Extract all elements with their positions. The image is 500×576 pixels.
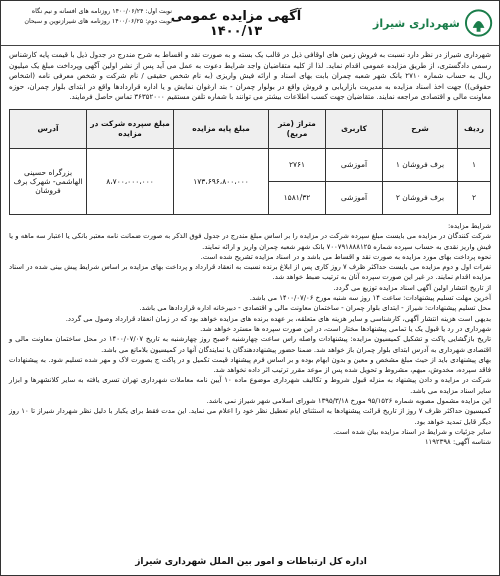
deposit-amount: ۸،۷۰۰،۰۰۰،۰۰۰	[87, 148, 174, 214]
row-number: ۲	[458, 181, 491, 214]
property-address: بزرگراه حسینی الهاشمی- شهرک برف فروشان	[10, 148, 87, 214]
logo-text: شهرداری شیراز	[373, 16, 460, 30]
publish-line-2: نوبت دوم: ۱۴۰۰/۰۶/۲۵ روزنامه های شیرازنوین و سبحان	[24, 18, 172, 25]
row-usage: آموزشی	[326, 148, 383, 181]
publish-line-1: نوبت اول: ۱۴۰۰/۰۶/۲۴ روزنامه های افسانه و نیم نگاه	[31, 8, 172, 15]
condition-item: نحوه پرداخت بهای مورد مزایده به صورت نقد و اقساط می باشد و در اسناد مزایده تشریح شده است.	[200, 252, 491, 261]
condition-item: محل تسلیم پیشنهادات: شیراز - ابتدای بلوار چمران - ساختمان معاونت مالی و اقتصادی - دبیرخانه اداره قراردادها می باشد.	[139, 304, 491, 313]
notice-header	[1, 1, 499, 46]
condition-item: شرکت در مزایده و دادن پیشنهاد به منزله قبول شروط و تکالیف شهرداری موضوع ماده ۱۰ آیین نامه معاملات شهرداری تهران تسری یافته به سایر کلانشهرها و ابزار سایر اسناد مزایده می باشد.	[9, 376, 491, 395]
col-base-price: مبلغ پایه مزایده	[174, 109, 269, 148]
publication-dates	[7, 7, 172, 27]
conditions-heading: شرایط مزایده:	[447, 221, 491, 230]
shiraz-municipality-logo-icon	[464, 8, 493, 38]
base-price: ۱۷۳،۶۹۶،۸۰۰،۰۰۰	[174, 148, 269, 214]
condition-item: بدیهی است هزینه انتشار آگهی، کارشناسی و سایر هزینه های متعلقه، بر عهده برنده های مزایده خواهد بود که در زمان انعقاد قرارداد وصول می گردد.	[65, 314, 491, 323]
municipality-logo	[373, 5, 493, 41]
condition-item: شهرداری در رد یا قبول یک یا تمامی پیشنهادها مختار است، در این صورت سپرده ها مسترد خواهد شد.	[200, 324, 491, 333]
condition-item: آخرین مهلت تسلیم پیشنهادات: ساعت ۱۴ روز سه شنبه مورخ ۱۴۰۰/۰۷/۰۶ می باشد.	[249, 294, 491, 303]
col-area: متراژ (متر مربع)	[269, 109, 326, 148]
condition-item: نفرات اول و دوم مزایده می بایست حداکثر ظرف ۷ روز کاری پس از ابلاغ برنده نسبت به انعقاد قرارداد و پرداخت بهای مزایده بر اساس شرایط پیش بینی شده در اسناد مزایده اقدام نمایند. در غیر این صورت سپرده آنان به ترتیب ضبط خواهد شد.	[9, 263, 491, 282]
col-row-number: ردیف	[458, 109, 491, 148]
col-address: آدرس	[10, 109, 87, 148]
tender-conditions	[1, 219, 499, 450]
row-area: ۱۵۸۱/۳۲	[269, 181, 326, 214]
condition-item: این مزایده مشمول مصوبه شماره ۹۵/۱۵۲۶ مورخ ۱۳۹۵/۳/۱۸ شورای اسلامی شهر شیراز نمی باشد.	[206, 397, 491, 406]
table-row	[10, 148, 491, 181]
table-header-row	[10, 109, 491, 148]
condition-item: از تاریخ انتشار اولین آگهی اسناد مزایده توزیع می گردد.	[333, 283, 491, 292]
row-usage: آموزشی	[326, 181, 383, 214]
col-description: شرح	[383, 109, 458, 148]
condition-item: بهای پیشنهادی باید از حیث مبلغ مشخص و معین و بدون ابهام بوده و بر اساس فرم پیشنهاد قیمت تکمیل و در پاکت ج بصورت لاک و مهر شده تسلیم شود. به پیشنهادات فاقد سپرده، مخدوش، مبهم، مشروط و تحویل شده پس از موعد مقرر ترتیب اثر داده نخواهد شد.	[9, 355, 491, 375]
tender-items-table	[9, 109, 491, 215]
row-area: ۲۷۶۱	[269, 148, 326, 181]
notice-title: آگهی مزایده عمومی ۱۴۰۰/۱۳	[170, 9, 302, 39]
condition-item: شرکت کنندگان در مزایده می بایست مبلغ سپرده شرکت در مزایده را بر اساس مبلغ مندرج در جدول فوق الذکر به صورت ضمانت نامه معتبر بانکی یا اعتبار سه ماهه و یا فیش واریز نقدی به حساب سپرده شماره ۷۰۰۷۹۱۸۸۸۱۲۵ بانک شهر شعبه چمران واریز و ارائه نمایند.	[9, 232, 491, 251]
condition-item: تاریخ بازگشایی پاکت و تشکیل کمیسیون مزایده: پیشنهادات واصله راس ساعت چهارشنبه ۶صبح روز چهارشنبه به تاریخ ۱۴۰۰/۰۷/۰۷ در محل ساختمان معاونت مالی و اقتصادی شهرداری به آدرس ابتدای بلوار چمران باز خواهد شد. ضمنا حضور پیشنهاددهندگان یا نمایندگان آنها در کمیسیون بلامانع می باشد.	[9, 335, 491, 354]
notice-id: شناسه آگهی: ۱۱۹۲۳۹۸	[424, 438, 491, 447]
row-number: ۱	[458, 148, 491, 181]
condition-item: کمیسیون حداکثر ظرف ۷ روز از تاریخ قرائت پیشنهادها به استثنای ایام تعطیل نظر خود را اعلام می نماید. این مدت فقط برای یکبار با دلیل نظر شهردار شیراز تا ۱۰ روز دیگر قابل تمدید خواهد بود.	[9, 407, 491, 426]
col-deposit: مبلغ سپرده شرکت در مزایده	[87, 109, 174, 148]
intro-paragraph: شهرداری شیراز در نظر دارد نسبت به فروش زمین های اوقافی ذیل در قالب یک بسته و به صورت نقد و اقساط به شرح مندرج در جدول ذیل با قیمت پایه کارشناس رسمی دادگستری، از طریق مزایده عمومی اقدام نماید. لذا از کلیه متقاضیان واجد شرایط دعوت به عمل می آید پس از نشر اولین آگهی وپرداخت مبلغ یک میلیون ریال به حساب شماره ۲۷۱۰ بانک شهر شعبه چمران بابت بهای اسناد و ارائه فیش واریزی (به نام شخص حقیقی / نام شرکت و شخص معرفی نامه (اشخاص حقوقی)) جهت اخذ اسناد مزایده به مدیریت بازاریابی و فروش واقع در بولوار چمران - بند ارغوان نمایش و یا اداره قراردادها واقع در ابتدای بلوار چمران، حوزه معاونت مالی و اقتصادی مراجعه نمایند. متقاضیان جهت کسب اطلاعات بیشتر می توانند با شماره تلفن مستقیم ۳۶۳۵۲۰۰۰ تماس حاصل فرمایند.	[9, 50, 491, 102]
condition-item: سایر جزئیات و شرایط در اسناد مزایده بیان شده است.	[333, 427, 491, 436]
issuer-footer: اداره کل ارتباطات و امور بین الملل شهرداری شیراز	[135, 557, 367, 567]
row-description: برف فروشان ۱	[383, 148, 458, 181]
row-description: برف فروشان ۲	[383, 181, 458, 214]
col-usage: کاربری	[326, 109, 383, 148]
